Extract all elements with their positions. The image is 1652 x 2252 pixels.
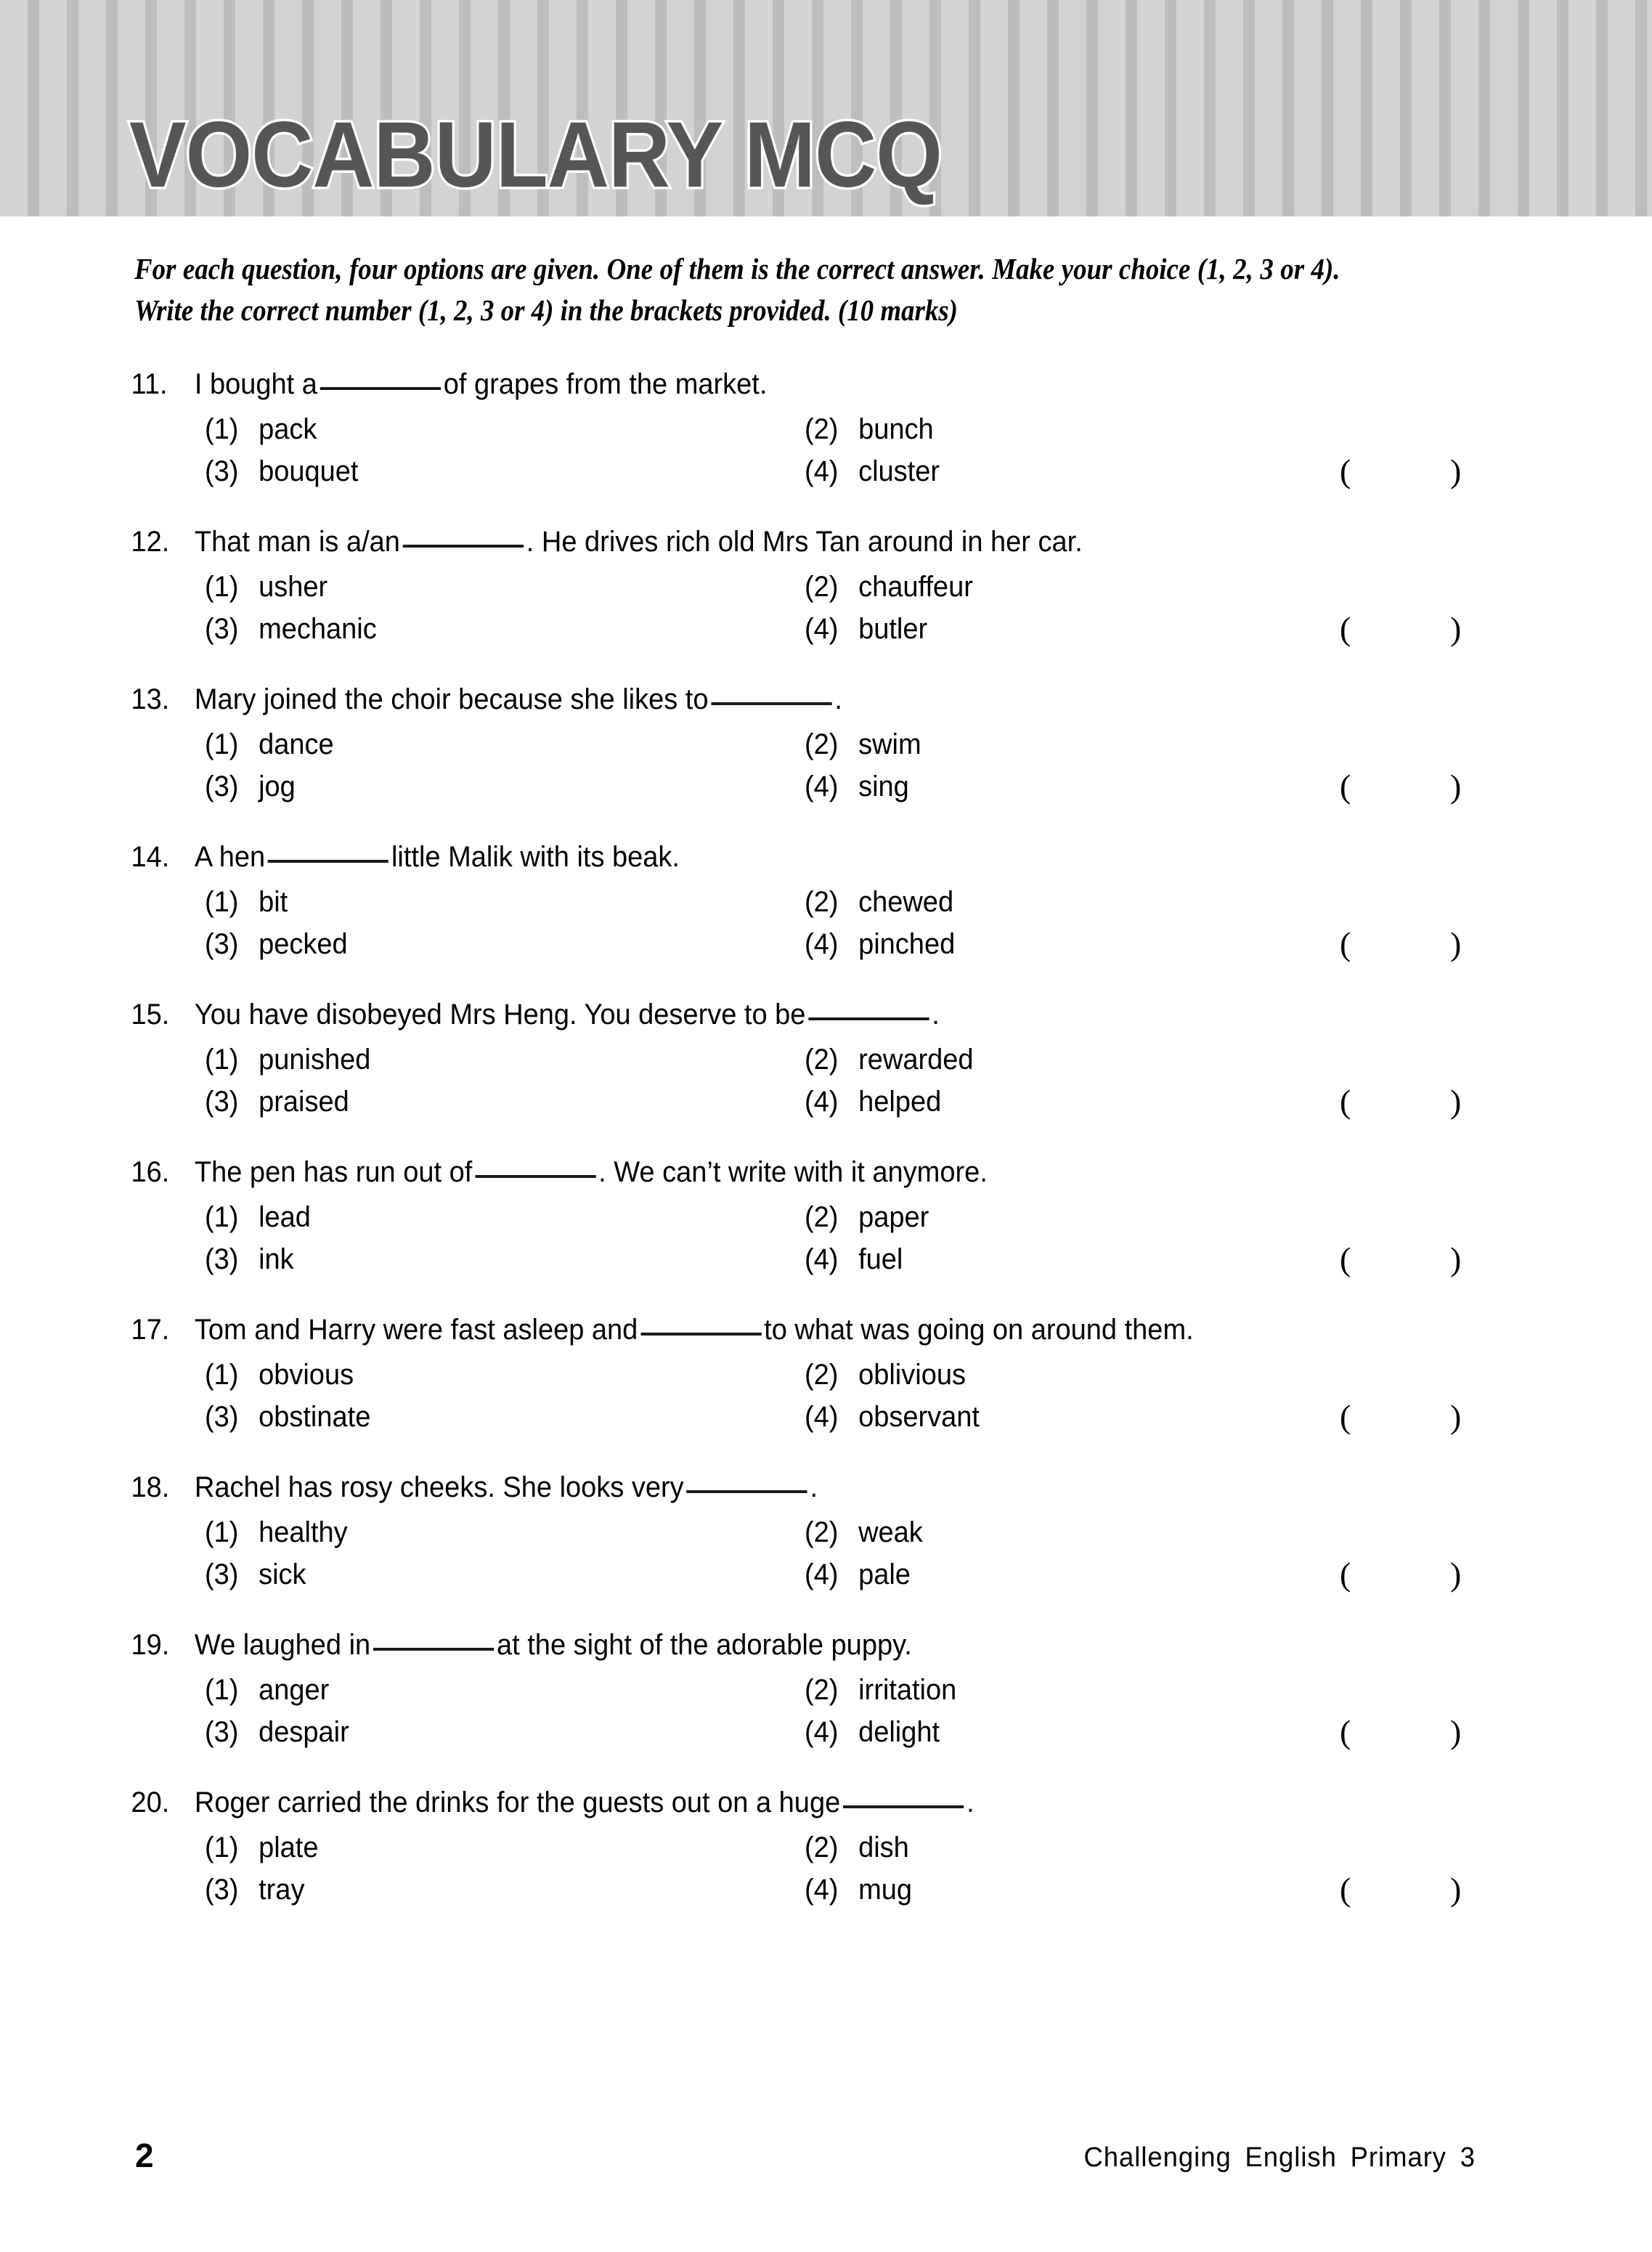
question-text-before-blank: The pen has run out of [194, 1156, 473, 1188]
bracket-close: ) [1450, 925, 1462, 962]
option-4[interactable] [805, 923, 955, 965]
option-marker: (1) [205, 1044, 239, 1076]
bracket-close: ) [1450, 610, 1462, 647]
option-1[interactable] [205, 408, 317, 450]
option-3[interactable] [205, 1869, 304, 1911]
question-text-before-blank: You have disobeyed Mrs Heng. You deserve to be [194, 999, 806, 1031]
option-2[interactable] [805, 566, 973, 608]
question-stem [0, 363, 1569, 405]
question-list [0, 363, 1652, 1939]
question-number: 13. [131, 683, 170, 715]
option-1[interactable] [205, 566, 327, 608]
question-number: 19. [131, 1629, 170, 1661]
option-4[interactable] [805, 1869, 912, 1911]
page-title: VOCABULARY MCQ [129, 103, 942, 207]
question-number: 12. [131, 526, 170, 558]
option-4[interactable] [805, 1081, 941, 1123]
option-marker: (2) [805, 886, 839, 918]
bracket-close: ) [1450, 1083, 1462, 1120]
option-label: sing [858, 771, 909, 802]
bracket-close: ) [1450, 1240, 1462, 1277]
question-text-after-blank: . [834, 683, 842, 715]
option-marker: (3) [205, 1243, 239, 1275]
question-stem [0, 1624, 1569, 1666]
question-number: 20. [131, 1786, 170, 1818]
question-text-after-blank: . [967, 1786, 974, 1818]
question-text-after-blank: . He drives rich old Mrs Tan around in her car. [526, 526, 1083, 558]
option-3[interactable] [205, 1238, 294, 1280]
option-marker: (3) [205, 1716, 239, 1748]
option-3[interactable] [205, 450, 358, 492]
bracket-close: ) [1450, 1713, 1462, 1750]
option-2[interactable] [805, 408, 934, 450]
option-label: pecked [259, 928, 348, 960]
question-stem [0, 1151, 1569, 1193]
option-label: dance [259, 728, 334, 760]
question-stem [0, 993, 1569, 1036]
question-text-after-blank: little Malik with its beak. [391, 841, 680, 873]
page-number: 2 [135, 2137, 154, 2174]
option-label: pinched [858, 928, 956, 960]
bracket-close: ) [1450, 1556, 1462, 1593]
option-label: weak [858, 1516, 923, 1548]
option-3[interactable] [205, 923, 348, 965]
option-marker: (4) [805, 1401, 839, 1433]
option-marker: (1) [205, 1674, 239, 1706]
option-marker: (3) [205, 1086, 239, 1118]
bracket-close: ) [1450, 768, 1462, 805]
option-label: ink [259, 1243, 294, 1275]
answer-blank-line[interactable] [475, 1175, 595, 1178]
question-stem [0, 1309, 1569, 1351]
option-marker: (2) [805, 1201, 839, 1233]
question-item [0, 678, 1652, 808]
instructions-text: For each question, four options are given. One of them is the correct answer. Make your choice (1, 2, 3 or 4). Write the correct number (1, 2, 3 or 4) in the brackets provided. (10 marks) [134, 252, 1340, 327]
option-label: lead [259, 1201, 311, 1233]
question-item [0, 993, 1652, 1123]
bracket-open: ( [1340, 1871, 1351, 1908]
answer-blank-line[interactable] [320, 387, 441, 390]
question-stem [0, 836, 1569, 878]
option-label: usher [259, 571, 328, 603]
question-stem [0, 678, 1569, 720]
question-number: 15. [131, 999, 170, 1031]
option-4[interactable] [805, 450, 940, 492]
option-marker: (1) [205, 1832, 239, 1863]
question-text-before-blank: Mary joined the choir because she likes to [194, 683, 709, 715]
question-item [0, 521, 1652, 650]
option-label: obvious [259, 1359, 354, 1391]
option-marker: (3) [205, 613, 239, 645]
option-marker: (1) [205, 1516, 239, 1548]
option-label: swim [858, 728, 921, 760]
option-grid [0, 566, 1652, 650]
option-label: despair [259, 1716, 349, 1748]
option-marker: (4) [805, 455, 839, 487]
option-marker: (4) [805, 1243, 839, 1275]
option-2[interactable] [805, 1038, 974, 1081]
option-label: helped [858, 1086, 942, 1118]
option-4[interactable] [805, 1711, 940, 1753]
option-label: mug [858, 1874, 913, 1906]
option-label: obstinate [259, 1401, 371, 1433]
option-label: anger [259, 1674, 330, 1706]
option-1[interactable] [205, 1826, 319, 1869]
option-grid [0, 723, 1652, 808]
footer-label: Challenging English Primary 3 [1083, 2142, 1476, 2173]
option-label: paper [858, 1201, 929, 1233]
bracket-close: ) [1450, 452, 1462, 489]
option-4[interactable] [805, 1396, 980, 1438]
option-3[interactable] [205, 1396, 370, 1438]
option-label: dish [858, 1832, 909, 1863]
option-marker: (4) [805, 1874, 839, 1906]
option-marker: (2) [805, 1044, 839, 1076]
option-label: plate [259, 1832, 319, 1863]
question-text-before-blank: That man is a/an [194, 526, 400, 558]
option-1[interactable] [205, 1511, 348, 1553]
question-stem [0, 1781, 1569, 1824]
header-stripe-band [0, 0, 1652, 216]
question-number: 17. [131, 1314, 170, 1346]
option-marker: (1) [205, 1201, 239, 1233]
option-marker: (4) [805, 1716, 839, 1748]
question-text-before-blank: Rachel has rosy cheeks. She looks very [194, 1471, 684, 1503]
option-2[interactable] [805, 1196, 929, 1238]
option-4[interactable] [805, 765, 909, 808]
option-marker: (4) [805, 613, 839, 645]
option-marker: (3) [205, 1874, 239, 1906]
option-label: pack [259, 413, 317, 445]
option-grid [0, 408, 1652, 492]
option-marker: (2) [805, 1674, 839, 1706]
option-marker: (2) [805, 1516, 839, 1548]
question-item [0, 363, 1652, 492]
question-text-after-blank: to what was going on around them. [764, 1314, 1194, 1346]
question-stem [0, 1466, 1569, 1508]
option-label: cluster [858, 455, 940, 487]
question-item [0, 836, 1652, 965]
question-text-before-blank: We laughed in [194, 1629, 371, 1661]
option-label: bouquet [259, 455, 359, 487]
option-marker: (2) [805, 571, 839, 603]
option-4[interactable] [805, 1553, 911, 1595]
question-text-before-blank: I bought a [194, 368, 317, 400]
option-2[interactable] [805, 1669, 956, 1711]
option-2[interactable] [805, 723, 921, 765]
bracket-open: ( [1340, 1240, 1351, 1277]
option-marker: (2) [805, 728, 839, 760]
option-label: irritation [858, 1674, 957, 1706]
question-number: 11. [131, 368, 168, 400]
option-marker: (3) [205, 928, 239, 960]
bracket-open: ( [1340, 925, 1351, 962]
option-marker: (3) [205, 1558, 239, 1590]
bracket-open: ( [1340, 1083, 1351, 1120]
option-3[interactable] [205, 1081, 349, 1123]
option-label: tray [259, 1874, 305, 1906]
question-number: 14. [131, 841, 170, 873]
option-2[interactable] [805, 881, 953, 923]
question-item [0, 1151, 1652, 1280]
option-4[interactable] [805, 608, 927, 650]
option-1[interactable] [205, 1354, 354, 1396]
option-label: pale [858, 1558, 911, 1590]
question-text-after-blank: . [932, 999, 940, 1031]
option-label: praised [259, 1086, 349, 1118]
answer-blank-line[interactable] [403, 545, 524, 548]
option-label: bunch [858, 413, 934, 445]
option-grid [0, 1669, 1652, 1753]
option-marker: (1) [205, 1359, 239, 1391]
option-1[interactable] [205, 1669, 329, 1711]
answer-blank-line[interactable] [808, 1017, 929, 1020]
option-marker: (1) [205, 413, 239, 445]
question-text-after-blank: . [810, 1471, 818, 1503]
option-1[interactable] [205, 1038, 370, 1081]
answer-blank-line[interactable] [373, 1648, 494, 1651]
bracket-open: ( [1340, 1713, 1351, 1750]
bracket-close: ) [1450, 1398, 1462, 1435]
question-number: 16. [131, 1156, 170, 1188]
option-label: sick [259, 1558, 306, 1590]
bracket-open: ( [1340, 610, 1351, 647]
option-marker: (4) [805, 1086, 839, 1118]
option-label: chewed [858, 886, 954, 918]
option-label: delight [858, 1716, 940, 1748]
option-label: chauffeur [858, 571, 973, 603]
bracket-open: ( [1340, 1398, 1351, 1435]
option-label: bit [259, 886, 288, 918]
option-label: mechanic [259, 613, 377, 645]
option-grid [0, 1511, 1652, 1595]
option-marker: (1) [205, 728, 239, 760]
question-item [0, 1781, 1652, 1911]
option-label: fuel [858, 1243, 903, 1275]
bracket-open: ( [1340, 768, 1351, 805]
answer-blank-line[interactable] [686, 1490, 807, 1493]
bracket-open: ( [1340, 1556, 1351, 1593]
option-3[interactable] [205, 1553, 306, 1595]
question-item [0, 1466, 1652, 1595]
option-marker: (2) [805, 413, 839, 445]
option-marker: (2) [805, 1359, 839, 1391]
option-4[interactable] [805, 1238, 903, 1280]
option-grid [0, 881, 1652, 965]
option-1[interactable] [205, 723, 334, 765]
answer-blank-line[interactable] [640, 1333, 761, 1336]
question-text-before-blank: A hen [194, 841, 266, 873]
option-marker: (2) [805, 1832, 839, 1863]
answer-blank-line[interactable] [711, 702, 831, 705]
page-footer [0, 2135, 1652, 2193]
option-marker: (4) [805, 928, 839, 960]
option-2[interactable] [805, 1354, 966, 1396]
option-label: oblivious [858, 1359, 966, 1391]
question-stem [0, 521, 1569, 563]
option-label: rewarded [858, 1044, 974, 1076]
bracket-open: ( [1340, 452, 1351, 489]
option-marker: (3) [205, 771, 239, 802]
question-text-before-blank: Roger carried the drinks for the guests out on a huge [194, 1786, 841, 1818]
option-grid [0, 1826, 1652, 1911]
option-2[interactable] [805, 1511, 923, 1553]
option-3[interactable] [205, 608, 377, 650]
option-marker: (4) [805, 771, 839, 802]
option-label: jog [259, 771, 296, 802]
option-3[interactable] [205, 1711, 349, 1753]
option-grid [0, 1196, 1652, 1280]
option-label: healthy [259, 1516, 348, 1548]
option-2[interactable] [805, 1826, 909, 1869]
option-1[interactable] [205, 881, 288, 923]
option-label: observant [858, 1401, 980, 1433]
option-3[interactable] [205, 765, 296, 808]
option-marker: (3) [205, 455, 239, 487]
option-1[interactable] [205, 1196, 311, 1238]
question-text-after-blank: at the sight of the adorable puppy. [497, 1629, 912, 1661]
option-grid [0, 1354, 1652, 1438]
option-label: punished [259, 1044, 371, 1076]
question-text-before-blank: Tom and Harry were fast asleep and [194, 1314, 638, 1346]
question-text-after-blank: of grapes from the market. [443, 368, 768, 400]
option-marker: (4) [805, 1558, 839, 1590]
question-text-after-blank: . We can’t write with it anymore. [598, 1156, 988, 1188]
option-marker: (1) [205, 571, 239, 603]
answer-blank-line[interactable] [843, 1805, 964, 1808]
option-label: butler [858, 613, 928, 645]
question-item [0, 1624, 1652, 1753]
answer-blank-line[interactable] [268, 860, 388, 863]
question-number: 18. [131, 1471, 170, 1503]
option-marker: (3) [205, 1401, 239, 1433]
option-grid [0, 1038, 1652, 1123]
question-item [0, 1309, 1652, 1438]
bracket-close: ) [1450, 1871, 1462, 1908]
option-marker: (1) [205, 886, 239, 918]
